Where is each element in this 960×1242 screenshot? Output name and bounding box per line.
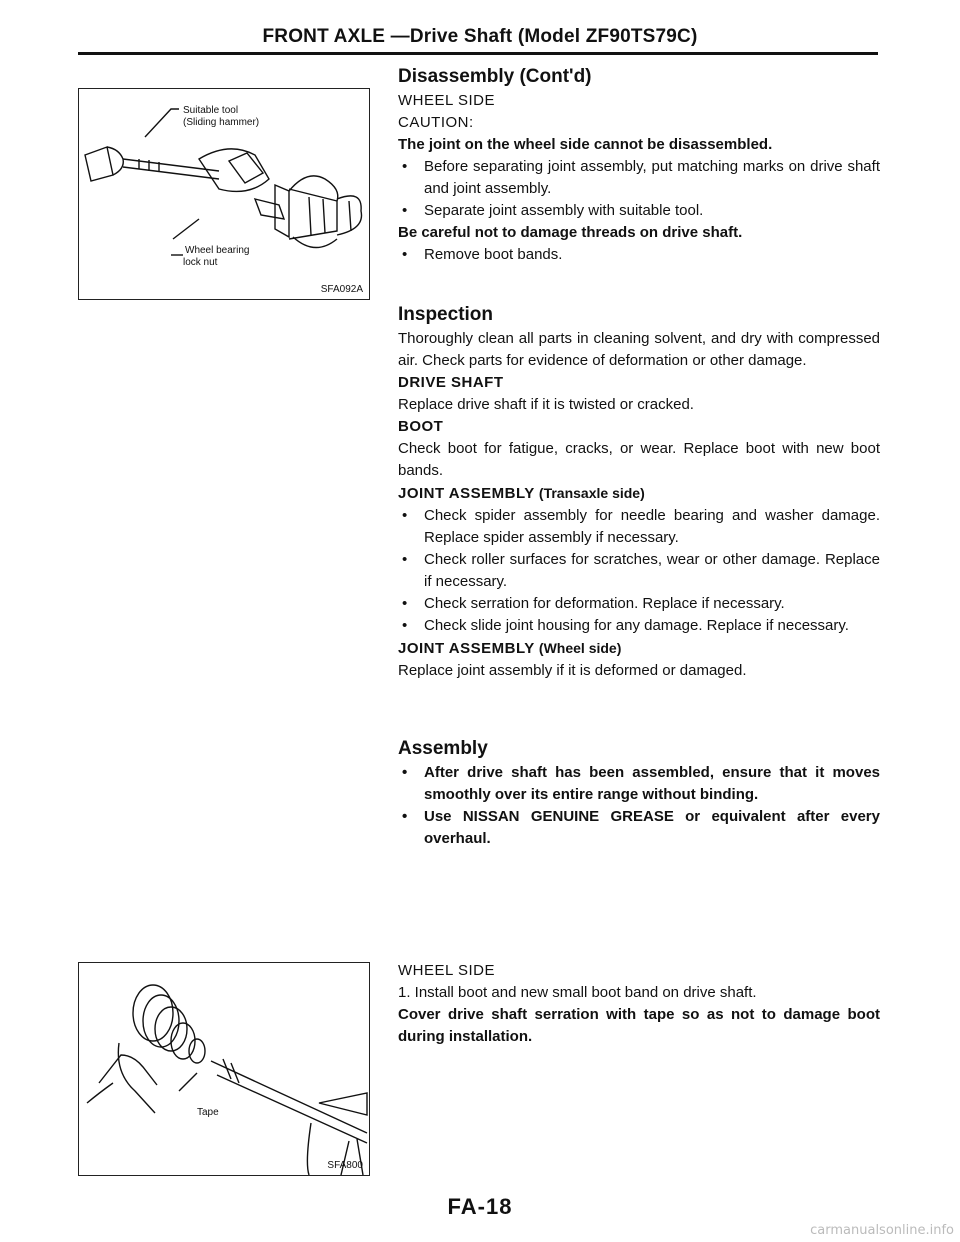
caution-label: CAUTION: [398, 114, 474, 131]
caution-text: The joint on the wheel side cannot be disassembled. [398, 136, 773, 153]
figure-code: SFA092A [320, 284, 363, 295]
label-sliding-hammer: (Sliding hammer) [183, 117, 260, 128]
inspection-section [398, 302, 880, 682]
watermark: carmanualsonline.info [810, 1223, 954, 1238]
warning-text: Be careful not to damage threads on drive shaft. [398, 224, 743, 241]
assembly-title: Assembly [398, 738, 488, 759]
bullet-item: • Before separating joint assembly, put matching marks on drive shaft and joint assembly. [402, 158, 880, 197]
boot-heading: BOOT [398, 418, 444, 435]
figure-tape-install [78, 962, 370, 1176]
disassembly-title: Disassembly (Cont'd) [398, 66, 592, 87]
bullet-text: Before separating joint assembly, put matching marks on drive shaft and joint assembly. [424, 158, 880, 197]
page-number: FA-18 [447, 1194, 513, 1219]
step-1: 1. Install boot and new small boot band on drive shaft. [398, 984, 757, 1001]
wheel-side-assembly [398, 960, 880, 1048]
label-lock-nut: lock nut [183, 257, 218, 268]
figure-code: SFA800 [327, 1160, 363, 1171]
bullet-text: Check roller surfaces for scratches, wear or other damage. Replace if necessary. [424, 551, 880, 590]
bullet-text: After drive shaft has been assembled, ensure that it moves smoothly over its entire range without binding. [424, 764, 880, 803]
wheel-side-subheading: WHEEL SIDE [398, 92, 495, 109]
label-suitable-tool: Suitable tool [183, 105, 239, 116]
tape-install-illustration [79, 963, 369, 1175]
joint-wheel-heading-main: JOINT ASSEMBLY [398, 640, 535, 657]
disassembly-section [398, 64, 880, 266]
bullet-item: • Remove boot bands. [402, 246, 563, 263]
bullet-item: • Check roller surfaces for scratches, wear or other damage. Replace if necessary. [402, 551, 880, 590]
joint-heading-suffix: (Transaxle side) [538, 485, 645, 501]
bullet-item: • Use NISSAN GENUINE GREASE or equivalent after every overhaul. [402, 808, 880, 847]
bullet-text: Check serration for deformation. Replace if necessary. [424, 595, 785, 612]
bullet-item: • Check serration for deformation. Replace if necessary. [402, 595, 785, 612]
bullet-item: • After drive shaft has been assembled, ensure that it moves smoothly over its entire range without binding. [402, 764, 880, 803]
drive-shaft-heading: DRIVE SHAFT [398, 374, 504, 391]
bullet-text: Check spider assembly for needle bearing and washer damage. Replace spider assembly if necessary. [424, 507, 880, 546]
bullet-text: Remove boot bands. [424, 246, 563, 263]
label-wheel-bearing: Wheel bearing [185, 245, 250, 256]
inspection-intro: Thoroughly clean all parts in cleaning solvent, and dry with compressed air. Check parts for evidence of deformation or other damage. [398, 330, 880, 369]
bullet-text: Use NISSAN GENUINE GREASE or equivalent after every overhaul. [424, 808, 880, 847]
bullet-text: Separate joint assembly with suitable tool. [424, 202, 704, 219]
inspection-title: Inspection [398, 304, 494, 325]
bullet-text: Check slide joint housing for any damage. Replace if necessary. [424, 617, 849, 634]
joint-heading-main: JOINT ASSEMBLY [398, 485, 535, 502]
page-header: FRONT AXLE —Drive Shaft (Model ZF90TS79C) [262, 26, 698, 47]
joint-wheel-heading [398, 637, 880, 660]
drive-shaft-text: Replace drive shaft if it is twisted or cracked. [398, 396, 694, 413]
joint-wheel-text: Replace joint assembly if it is deformed or damaged. [398, 662, 747, 679]
wheel-side-heading: WHEEL SIDE [398, 962, 495, 979]
figure-sliding-hammer [78, 88, 370, 300]
label-tape: Tape [197, 1107, 219, 1118]
boot-text: Check boot for fatigue, cracks, or wear. Replace boot with new boot bands. [398, 440, 880, 479]
joint-wheel-heading-suffix: (Wheel side) [538, 640, 622, 656]
bullet-item: • Check slide joint housing for any damage. Replace if necessary. [402, 617, 849, 634]
assembly-note: Cover drive shaft serration with tape so as not to damage boot during installation. [398, 1006, 880, 1045]
header-rule [78, 52, 878, 55]
assembly-section [398, 736, 880, 850]
bullet-item: • Check spider assembly for needle bearing and washer damage. Replace spider assembly if necessary. [402, 507, 880, 546]
joint-transaxle-heading [398, 482, 880, 505]
bullet-item: • Separate joint assembly with suitable tool. [402, 202, 704, 219]
